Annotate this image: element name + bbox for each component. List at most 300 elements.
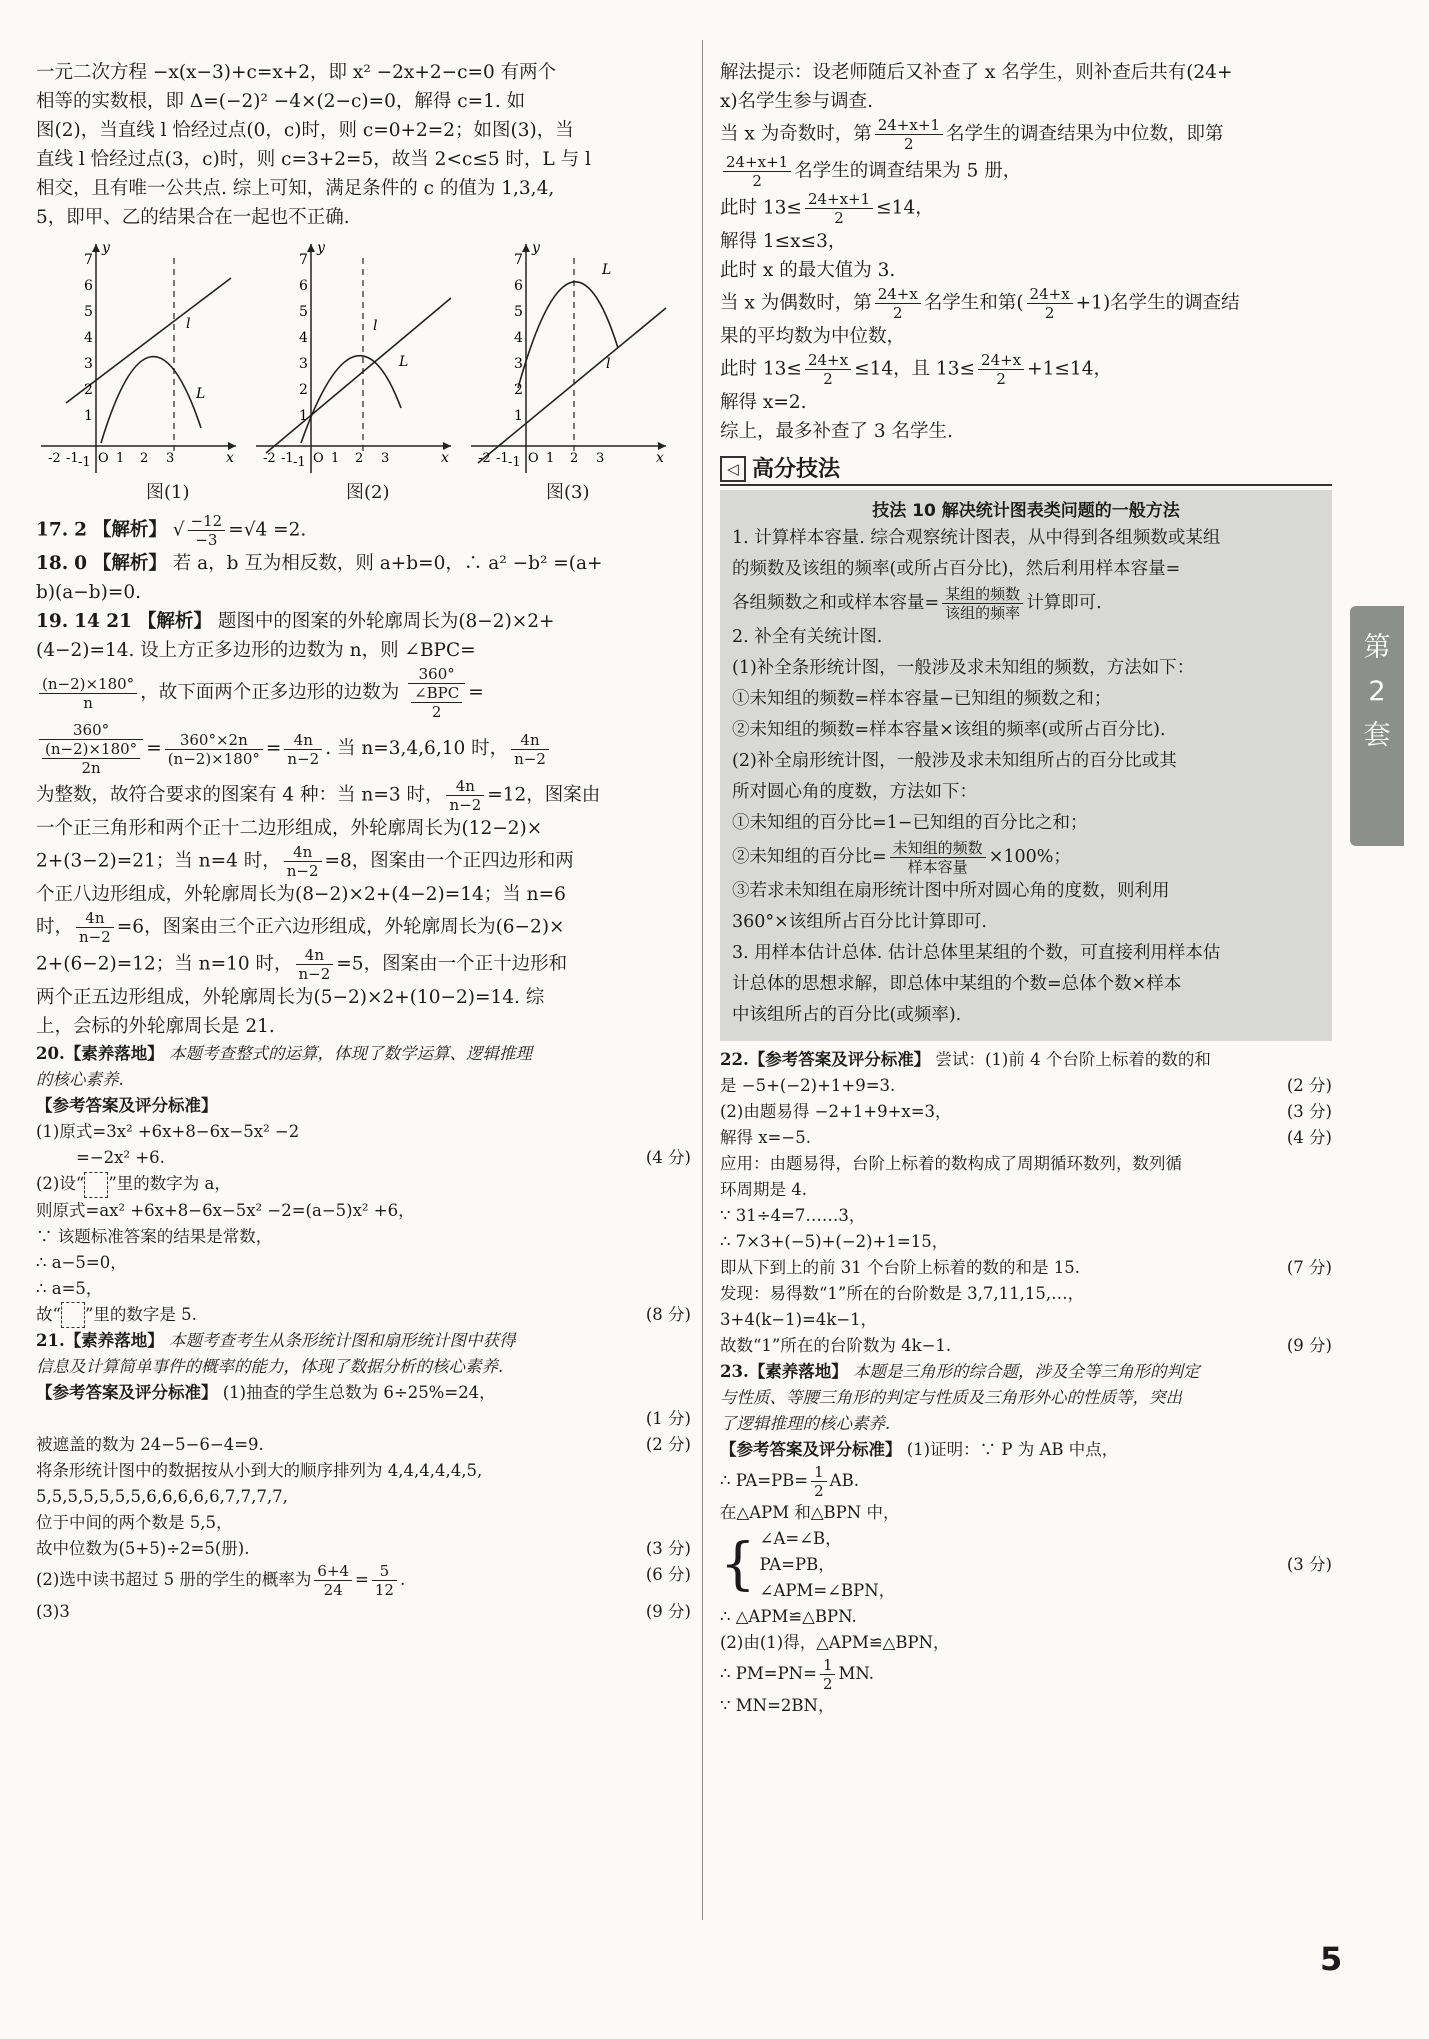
q20-a2-row [36,1145,691,1171]
g2-xtick-1: 1 [331,451,340,466]
q21-points-3: (3 分) [645,1539,691,1558]
box-frac-2-num: 未知组的频数 [890,839,986,858]
g2-ytick-3: 3 [299,356,308,372]
q19-text-9b: =6，图案由三个正六边形组成，外轮廓周长为(6−2)× [116,916,565,938]
r-line-6: 解得 1≤x≤3， [720,231,847,252]
q19-frac-2-den [408,684,465,721]
r-frac-7-den: 2 [996,370,1006,388]
q18-text-2: b)(a−b)=0. [36,582,142,603]
q19-frac-8 [284,843,322,880]
q19-frac-2 [408,665,465,721]
left-column [36,58,691,1625]
q19-tag: 【解析】 [137,611,212,632]
r-line-7: 此时 x 的最大值为 3. [720,260,896,281]
box-frac-2 [890,839,986,876]
q21-a2-row [36,1432,691,1458]
q19-line-4: $\frac{360^\circ}{\frac{(n-2)\times 180^\circ}{2n}}$ = $\frac{360^\circ\times 2n}{(n-2)\times 180^\circ}$ = $\frac{4n}{n-2}$ . 当 n=3,4,6,10 时， $\frac{4n}{n-2}$ [36,721,691,777]
r-frac-5-den: 2 [1044,304,1055,322]
q19-frac-3 [39,721,143,777]
g2-origin: O [313,451,324,466]
q23-l5b: AB. [829,1471,859,1490]
r-line-8 [720,285,1332,322]
g1-ytick-3: 3 [84,356,93,372]
q22-line-9 [720,1255,1332,1281]
set-side-tab [1350,606,1404,846]
q22-text-1: 尝试：(1)前 4 个台阶上标着的数的和 [935,1050,1211,1069]
r-frac-3 [805,190,873,227]
g2-xtick-neg1: -1 [281,451,294,466]
r-l5b: ≤14， [876,197,934,219]
g1-xtick-neg1: -1 [66,451,79,466]
q21-points-4: (6 分) [645,1565,691,1584]
graph-1-caption: 图(1) [146,482,190,503]
g1-xtick-2: 2 [140,451,149,466]
q21-line-1 [36,1328,691,1354]
graph-2 [251,238,461,478]
r-line-12: 综上，最多补查了 3 名学生. [720,421,953,442]
side-tab-char-1: 第 [1363,632,1391,663]
section-title: 高分技法 [752,457,841,482]
q21-std: 【参考答案及评分标准】 [36,1383,218,1402]
q20-b6b: ”里的数字是 5. [84,1304,197,1324]
intro-line-1: 一元二次方程 −x(x−3)+c=x+2，即 x² −2x+2−c=0 有两个 [36,62,557,83]
q19-line-9 [36,909,691,946]
g3-curve-label: L [602,262,612,278]
q21-a8-row [36,1599,691,1625]
q23-line-3: 了逻辑推理的核心素养. [720,1414,891,1433]
q21-a3: 将条形统计图中的数据按从小到大的顺序排列为 4,4,4,4,4,5, [36,1461,483,1480]
q21-a1-row [36,1380,691,1406]
graph-3 [466,238,676,478]
q23-std: 【参考答案及评分标准】 [720,1440,902,1459]
q23-brace: { [720,1532,756,1597]
q21-text-1: 本题考查考生从条形统计图和扇形统计图中获得 [168,1331,516,1350]
q20-a1: (1)原式=3x² +6x+8−6x−5x² −2 [36,1122,300,1141]
q19-frac-5-den: n−2 [287,749,320,768]
r-frac-6 [805,351,851,388]
r-frac-4-num: 24+x [875,285,921,304]
q19-number: 19. [36,611,69,632]
q19-frac-3-den-num: (n−2)×180° [42,740,140,759]
g1-y-label: y [102,240,110,256]
q20-b1 [36,1171,691,1198]
q19-frac-6-den: n−2 [514,749,546,768]
g1-ytick-1: 1 [84,408,93,424]
g3-ytick-5: 5 [514,304,523,320]
q20-tag: 【素养落地】 [64,1044,164,1063]
box-line-14: 3. 用样本估计总体. 估计总体里某组的个数，可直接利用样本估 [732,943,1221,963]
q21-a6-row [36,1536,691,1562]
r-frac-6-num: 24+x [805,351,851,370]
q18-text: 若 a，b 互为相反数，则 a+b=0，∴ a² −b² =(a+ [172,553,603,574]
g1-ytick-7: 7 [84,252,93,268]
box-line-7: ②未知组的频数=样本容量×该组的频率(或所占百分比). [732,720,1166,740]
q21-frac-2-num: 5 [372,1562,397,1581]
q19-text-4: . 当 n=3,4,6,10 时， [325,738,509,759]
r-line-2: x)名学生参与调查. [720,91,874,112]
q19-frac-1-den: n [83,693,93,712]
q19-text-5b: =12，图案由 [487,784,601,806]
q19-text-10: 2+(6−2)=12；当 n=10 时， [36,953,293,975]
r-frac-4 [875,285,921,322]
g2-xtick-2: 2 [355,451,364,466]
q23-l5a: ∴ PA=PB= [720,1471,809,1490]
q20-b4: ∴ a−5=0， [36,1252,127,1272]
q23-cond-3: ∠APM=∠BPN， [759,1581,896,1600]
q23-frac-1-num: 1 [811,1463,827,1482]
g2-x-label: x [441,450,449,466]
q18-tag: 【解析】 [92,553,167,574]
side-tab-char-3: 套 [1363,720,1391,751]
q22-number: 22. [720,1050,749,1069]
r-frac-1 [875,116,943,153]
q19-frac-3-den-den: 2n [81,759,101,777]
q19-line-7 [36,843,691,880]
section-header-high-score [720,452,1332,486]
q19-frac-9 [76,909,114,946]
q22-line-6: 环周期是 4. [720,1180,807,1199]
intro-line-6: 5，即甲、乙的结果合在一起也不正确. [36,207,350,228]
g1-origin: O [98,451,109,466]
g3-xtick-2: 2 [570,451,579,466]
q21-frac-2-den: 12 [374,1581,394,1599]
q23-cond-2: PA=PB， [759,1555,835,1574]
q20-points-1: (4 分) [645,1148,691,1167]
q22-text-12: 故数“1”所在的台阶数为 4k−1. [720,1336,952,1355]
column-divider [702,40,703,1920]
g1-curve-label: L [196,386,206,402]
q21-frac-2 [372,1562,397,1599]
q19-line-5 [36,777,691,814]
q20-number: 20. [36,1044,65,1063]
q20-a2: =−2x² +6. [76,1148,165,1167]
q20-text-1: 本题考查整式的运算，体现了数学运算、逻辑推理 [168,1044,532,1063]
q20-line-2: 的核心素养. [36,1070,124,1089]
q22-line-3 [720,1099,1332,1125]
g1-xtick-neg2: -2 [48,451,61,466]
g1-ytick-neg1: -1 [78,455,91,470]
q17-frac-num: −12 [188,512,226,531]
g3-line-label: l [606,356,611,372]
q22-line-10: 发现：易得数“1”所在的台阶数是 3,7,11,15,…， [720,1284,1085,1303]
q21-a2: 被遮盖的数为 24−5−6−4=9. [36,1435,264,1454]
q18 [36,549,691,578]
r-line-10 [720,351,1332,388]
q21-a4: 5,5,5,5,5,5,5,6,6,6,6,6,7,7,7,7, [36,1487,288,1506]
g2-ytick-neg1: -1 [293,455,306,470]
graph-2-caption: 图(2) [346,482,390,503]
q23-line-10: ∵ MN=2BN， [720,1696,835,1715]
q21-a6: 故中位数为(5+5)÷2=5(册). [36,1539,250,1558]
q22-points-1: (2 分) [1286,1076,1332,1095]
q19-text-9: 时， [36,916,74,938]
q23-frac-2-den: 2 [822,1675,833,1693]
r-frac-1-den: 2 [904,135,914,153]
box-line-6: ①未知组的频数=样本容量−已知组的频数之和； [732,689,1112,709]
g2-ytick-2: 2 [299,382,308,398]
q20-b3: ∵ 该题标准答案的结果是常数， [36,1226,273,1246]
q23-l9b: MN. [838,1664,875,1683]
section-arrow-icon: ◁ [720,456,746,482]
q21-frac-1 [314,1562,352,1599]
q23-line-8: (2)由(1)得，△APM≌△BPN， [720,1633,950,1652]
q17-rest: =√4 =2. [228,519,307,541]
g2-curve-label: L [399,354,409,370]
box-b3b: 计算即可. [1026,593,1102,613]
q19-text-1: 题图中的图案的外轮廓周长为(8−2)×2+ [217,611,555,632]
q23-line-2: 与性质、等腰三角形的判定与性质及三角形外心的性质等，突出 [720,1388,1182,1407]
r-line-5 [720,190,1332,227]
box-frac-1-num: 某组的频数 [942,585,1023,604]
g1-ytick-5: 5 [84,304,93,320]
q21-tag: 【素养落地】 [64,1331,164,1350]
r-frac-7 [978,351,1024,388]
box-line-15: 计总体的思想求解，即总体中某组的个数=总体个数×样本 [732,974,1182,994]
q22-text-4: 解得 x=−5. [720,1128,811,1147]
g3-ytick-1: 1 [514,408,523,424]
q19-answer: 14 21 [74,611,133,632]
q19-text-3: ，故下面两个正多边形的边数为 [140,682,400,703]
q22-line-2 [720,1073,1332,1099]
g3-xtick-neg2: -2 [478,451,491,466]
q17-tag: 【解析】 [92,519,167,541]
q21-number: 21. [36,1331,65,1350]
g3-xtick-neg1: -1 [496,451,509,466]
q17-answer: 2 [74,519,87,541]
q22-points-2: (3 分) [1286,1102,1332,1121]
q21-frac-1-den: 24 [323,1581,343,1599]
q19-frac-5-num: 4n [284,731,322,750]
r-line-1: 解法提示：设老师随后又补查了 x 名学生，则补查后共有(24+ [720,62,1233,83]
r-line-4 [720,153,1332,190]
q19-line-1 [36,607,691,636]
r-frac-3-num: 24+x+1 [805,190,873,209]
q19-line-8: 个正八边形组成，外轮廓周长为(8−2)×2+(4−2)=14；当 n=6 [36,884,566,905]
g1-ytick-2: 2 [84,382,93,398]
box-line-10: ①未知组的百分比=1−已知组的百分比之和； [732,813,1088,833]
q20-b2: 则原式=ax² +6x+8−6x−5x² −2=(a−5)x² +6， [36,1200,415,1220]
r-l4b: 名学生的调查结果为 5 册， [794,160,1022,182]
box-b11a: ②未知组的百分比= [732,847,887,867]
q23-frac-1-den: 2 [814,1482,824,1500]
q20-blank-box-2 [61,1302,85,1328]
g2-xtick-3: 3 [381,451,390,466]
q23-frac-1 [811,1463,827,1500]
q23-frac-2-num: 1 [820,1656,836,1675]
r-frac-2-den: 2 [752,172,762,190]
graph-1 [36,238,246,478]
r-frac-6-den: 2 [823,370,833,388]
q20-b1a: (2)设“ [36,1174,85,1193]
q19-frac-1-num: (n−2)×180° [39,675,137,694]
box-b11b: ×100%； [988,847,1071,867]
box-line-4: 2. 补全有关统计图. [732,627,883,647]
q23-line-6: 在△APM 和△BPN 中， [720,1503,900,1522]
q22-line-4 [720,1125,1332,1151]
q20-std: 【参考答案及评分标准】 [36,1096,218,1115]
box-line-1: 1. 计算样本容量. 综合观察统计图表，从中得到各组频数或某组 [732,528,1221,548]
q19-frac-3-num: 360° [39,721,143,740]
box-line-12: ③若求未知组在扇形统计图中所对圆心角的度数，则利用 [732,881,1170,901]
intro-line-4: 直线 l 恰经过点(3，c)时，则 c=3+2=5，故当 2<c≤5 时，L 与 l [36,149,591,170]
technique-box [720,490,1332,1041]
q23-line-7: ∴ △APM≌△BPN. [720,1607,857,1626]
q19-line-11: 两个正五边形组成，外轮廓周长为(5−2)×2+(10−2)=14. 综 [36,987,545,1008]
r-frac-1-num: 24+x+1 [875,116,943,135]
q19-line-12: 上，会标的外轮廓周长是 21. [36,1016,275,1037]
q20-b6-row [36,1302,691,1329]
q19-frac-10-den: n−2 [298,965,331,983]
q23-l9a: ∴ PM=PN= [720,1664,817,1683]
q23-line-4 [720,1437,1332,1463]
g3-y-label: y [532,240,540,256]
q19-frac-10-num: 4n [296,946,334,965]
graph-figures [36,238,691,503]
q19-frac-7-num: 4n [446,777,484,796]
q19-frac-4 [165,731,263,768]
q19-frac-8-num: 4n [284,843,322,862]
q19-frac-4-den: (n−2)×180° [167,749,260,768]
g3-xtick-3: 3 [596,451,605,466]
q21-points-2: (2 分) [645,1435,691,1454]
q19-frac-6 [511,731,549,768]
q23-points-1: (3 分) [1286,1555,1332,1574]
q19-line-3: $\frac{(n-2)\times 180^\circ}{n}$ ，故下面两个正多边形的边数为 $\frac{360^\circ}{\frac{\text{∠BPC}}{2}}$ = [36,665,691,721]
q23-line-5 [720,1463,1332,1500]
box-line-9: 所对圆心角的度数，方法如下： [732,782,977,802]
q19-line-6: 一个正三角形和两个正十二边形组成，外轮廓周长为(12−2)× [36,818,543,839]
g2-ytick-4: 4 [299,330,308,346]
q19-frac-1 [39,675,137,712]
q23-text-4: (1)证明：∵ P 为 AB 中点， [906,1440,1119,1459]
q22-points-4: (7 分) [1286,1258,1332,1277]
technique-title: 技法 10 解决统计图表类问题的一般方法 [872,501,1180,521]
q19-frac-9-den: n−2 [79,928,111,946]
intro-line-5: 相交，且有唯一公共点. 综上可知，满足条件的 c 的值为 1,3,4, [36,178,555,199]
r-l10a: 此时 13≤ [720,358,802,380]
q20-line-1 [36,1041,691,1067]
q23-cond-1: ∠A=∠B， [759,1529,842,1548]
q23-line-9 [720,1656,1332,1693]
g3-ytick-3: 3 [514,356,523,372]
r-l8b: 名学生和第( [923,292,1024,314]
r-frac-4-den: 2 [892,304,903,322]
q20-b1b: ”里的数字为 a， [108,1174,231,1193]
q21-line-2: 信息及计算简单事件的概率的能力，体现了数据分析的核心素养. [36,1357,504,1376]
q22-text-2: 是 −5+(−2)+1+9=3. [720,1076,896,1095]
g2-ytick-7: 7 [299,252,308,268]
g3-ytick-7: 7 [514,252,523,268]
q19-line-10 [36,946,691,983]
right-column [720,58,1332,1719]
q20-b6a: 故“ [36,1304,61,1324]
q23-text-1: 本题是三角形的综合题，涉及全等三角形的判定 [852,1362,1200,1381]
g3-ytick-2: 2 [514,382,523,398]
box-b3a: 各组频数之和或样本容量= [732,593,940,613]
g3-x-label: x [656,450,664,466]
box-line-5: (1)补全条形统计图，一般涉及求未知组的频数，方法如下： [732,658,1195,678]
q19-frac-9-num: 4n [76,909,114,928]
q22-text-9: 即从下到上的前 31 个台阶上标着的数的和是 15. [720,1258,1080,1277]
g1-xtick-3: 3 [166,451,175,466]
box-line-3 [732,585,1320,622]
r-l3a: 当 x 为奇数时，第 [720,123,872,145]
g2-ytick-1: 1 [299,408,308,424]
q22-text-3: (2)由题易得 −2+1+9+x=3， [720,1102,952,1121]
g1-xtick-1: 1 [116,451,125,466]
q23-line-1 [720,1359,1332,1385]
q19-frac-6-num: 4n [511,731,549,750]
q23-tag: 【素养落地】 [748,1362,848,1381]
q18-answer: 0 [74,553,87,574]
q22-line-1 [720,1047,1332,1073]
q19-frac-4-num: 360°×2n [165,731,263,750]
q21-frac-1-num: 6+4 [314,1562,352,1581]
g3-ytick-4: 4 [514,330,523,346]
g2-xtick-neg2: -2 [263,451,276,466]
q19-line-2: (4−2)=14. 设上方正多边形的边数为 n，则 ∠BPC= [36,640,476,661]
q23-frac-2 [820,1656,836,1693]
g1-x-label: x [226,450,234,466]
q21-a1: (1)抽查的学生总数为 6÷25%=24， [222,1383,496,1402]
q22-line-7: ∵ 31÷4=7……3， [720,1206,866,1225]
g1-ytick-6: 6 [84,278,93,294]
g3-origin: O [528,451,539,466]
r-l8a: 当 x 为偶数时，第 [720,292,872,314]
q20-blank-box [84,1172,108,1198]
q23-number: 23. [720,1362,749,1381]
q19-text-5: 为整数，故符合要求的图案有 4 种：当 n=3 时， [36,784,444,806]
q21-a7: (2)选中读书超过 5 册的学生的概率为 [36,1570,312,1589]
q23-conditions [720,1526,1332,1604]
box-frac-2-den: 样本容量 [907,858,968,876]
q19-text-7b: =8，图案由一个正四边形和两 [324,850,574,872]
q21-a8: (3)3 [36,1602,70,1621]
box-line-11 [732,839,1320,876]
q19-text-10b: =5，图案由一个正十边形和 [336,953,568,975]
g2-ytick-6: 6 [299,278,308,294]
q22-line-8: ∴ 7×3+(−5)+(−2)+1=15， [720,1232,949,1251]
q21-a7-row: (2)选中读书超过 5 册的学生的概率为 $\frac{6+4}{24}$ = $\frac{5}{12}$ . (6 分) [36,1562,691,1599]
page-number: 5 [1320,1940,1343,1978]
q21-points-5: (9 分) [645,1602,691,1621]
q17-fraction [188,512,226,549]
q17-frac-den: −3 [195,531,218,549]
r-l10c: +1≤14， [1027,358,1112,380]
q22-points-3: (4 分) [1286,1128,1332,1147]
q19-frac-3-den [39,740,143,777]
g1-line-label: l [186,316,191,332]
g3-xtick-1: 1 [546,451,555,466]
g1-ytick-4: 4 [84,330,93,346]
r-line-9: 果的平均数为中位数， [720,326,906,347]
r-l5a: 此时 13≤ [720,197,802,219]
q22-points-5: (9 分) [1286,1336,1332,1355]
r-l10b: ≤14，且 13≤ [854,358,976,380]
g2-line-label: l [373,318,378,334]
q20-b5: ∴ a=5， [36,1278,103,1298]
box-frac-1 [942,585,1023,622]
q19-frac-7-den: n−2 [449,796,482,814]
side-tab-char-2: 2 [1368,676,1386,707]
q19-text-7: 2+(3−2)=21；当 n=4 时， [36,850,281,872]
q22-std: 【参考答案及评分标准】 [748,1050,931,1069]
q19-frac-7 [446,777,484,814]
r-frac-2-num: 24+x+1 [723,153,791,172]
intro-line-3: 图(2)，当直线 l 恰经过点(0，c)时，则 c=0+2=2；如图(3)，当 [36,120,574,141]
box-line-16: 中该组所占的百分比(或频率). [732,1005,962,1025]
q19-frac-10 [296,946,334,983]
